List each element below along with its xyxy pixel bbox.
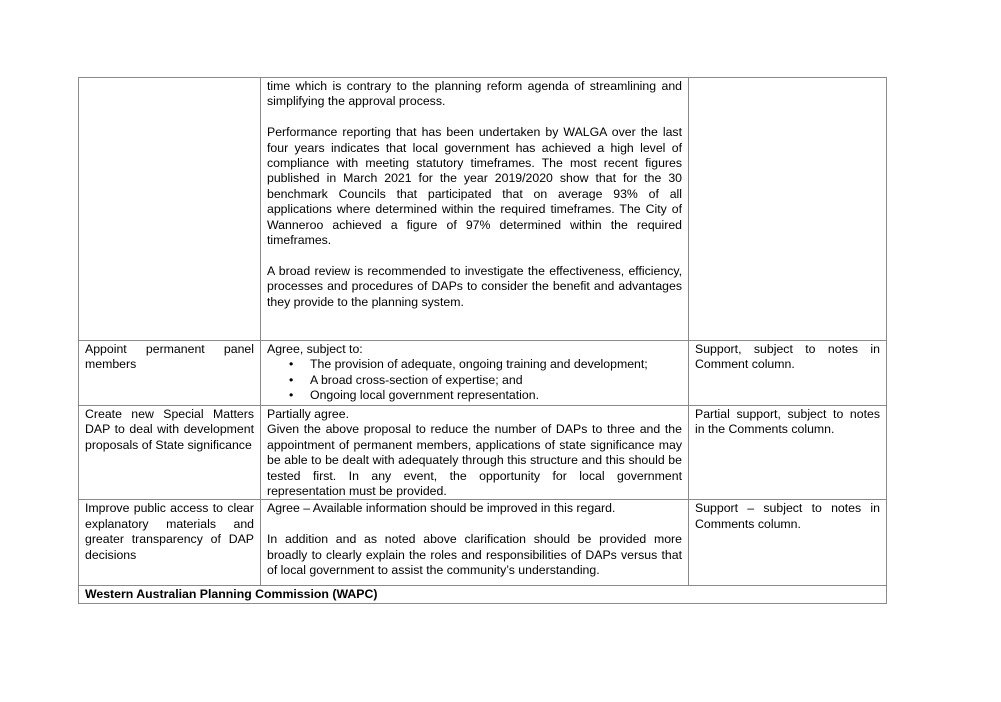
proposal-text: Appoint permanent panel members <box>85 342 254 372</box>
position-cell <box>689 406 887 500</box>
proposal-cell <box>79 500 261 586</box>
comment-paragraph: time which is contrary to the planning reform agenda of streamlining and simplifying the approval process. <box>267 79 682 109</box>
comment-cell <box>261 341 689 406</box>
comment-cell <box>261 406 689 500</box>
proposal-text: Create new Special Matters DAP to deal with development proposals of State significance <box>85 407 254 452</box>
proposal-cell <box>79 341 261 406</box>
submission-table <box>78 77 887 604</box>
comment-paragraph: Agree – Available information should be improved in this regard. <box>267 501 616 516</box>
comment-paragraph: Given the above proposal to reduce the number of DAPs to three and the appointment of permanent members, applications of state significance may be able to be dealt with adequately through this structure and this should be tested first. In any event, the opportunity for local government representation must be provided. <box>267 422 682 499</box>
comment-cell <box>261 78 689 341</box>
table-row <box>79 78 887 341</box>
position-text: Partial support, subject to notes in the Comments column. <box>695 407 880 437</box>
list-item: • Ongoing local government representation. <box>310 388 682 403</box>
comment-paragraph: A broad review is recommended to investigate the effectiveness, efficiency, processes and procedures of DAPs to consider the benefit and advantages they provide to the planning system. <box>267 263 682 309</box>
comment-cell <box>261 500 689 586</box>
position-text: Support – subject to notes in Comments column. <box>695 501 880 531</box>
position-text: Support, subject to notes in Comment column. <box>695 342 880 372</box>
table-row <box>79 341 887 406</box>
comment-paragraph: Performance reporting that has been undertaken by WALGA over the last four years indicates that local government has achieved a high level of compliance with meeting statutory timeframes. The most recent figures published in March 2021 for the year 2019/2020 show that for the 30 benchmark Councils that participated that on average 93% of all applications where determined within the required timeframes. The City of Wanneroo achieved a figure of 97% determined within the required timeframes. <box>267 125 682 248</box>
comment-intro: Agree, subject to: <box>267 342 363 356</box>
proposal-cell <box>79 78 261 341</box>
list-item: • The provision of adequate, ongoing training and development; <box>310 357 682 372</box>
comment-intro: Partially agree. <box>267 407 350 421</box>
list-item: • A broad cross-section of expertise; and <box>310 373 682 388</box>
table-row <box>79 406 887 500</box>
table-row <box>79 500 887 586</box>
comment-bullet-list <box>267 357 682 403</box>
section-heading: Western Australian Planning Commission (WAPC) <box>79 586 887 603</box>
comment-paragraph: In addition and as noted above clarification should be provided more broadly to clearly explain the roles and responsibilities of DAPs versus that of local government to assist the community’s understanding. <box>267 532 682 578</box>
position-cell <box>689 78 887 341</box>
proposal-cell <box>79 406 261 500</box>
position-cell <box>689 341 887 406</box>
position-cell <box>689 500 887 586</box>
proposal-text: Improve public access to clear explanatory materials and greater transparency of DAP decisions <box>85 501 254 562</box>
table-row <box>79 586 887 603</box>
